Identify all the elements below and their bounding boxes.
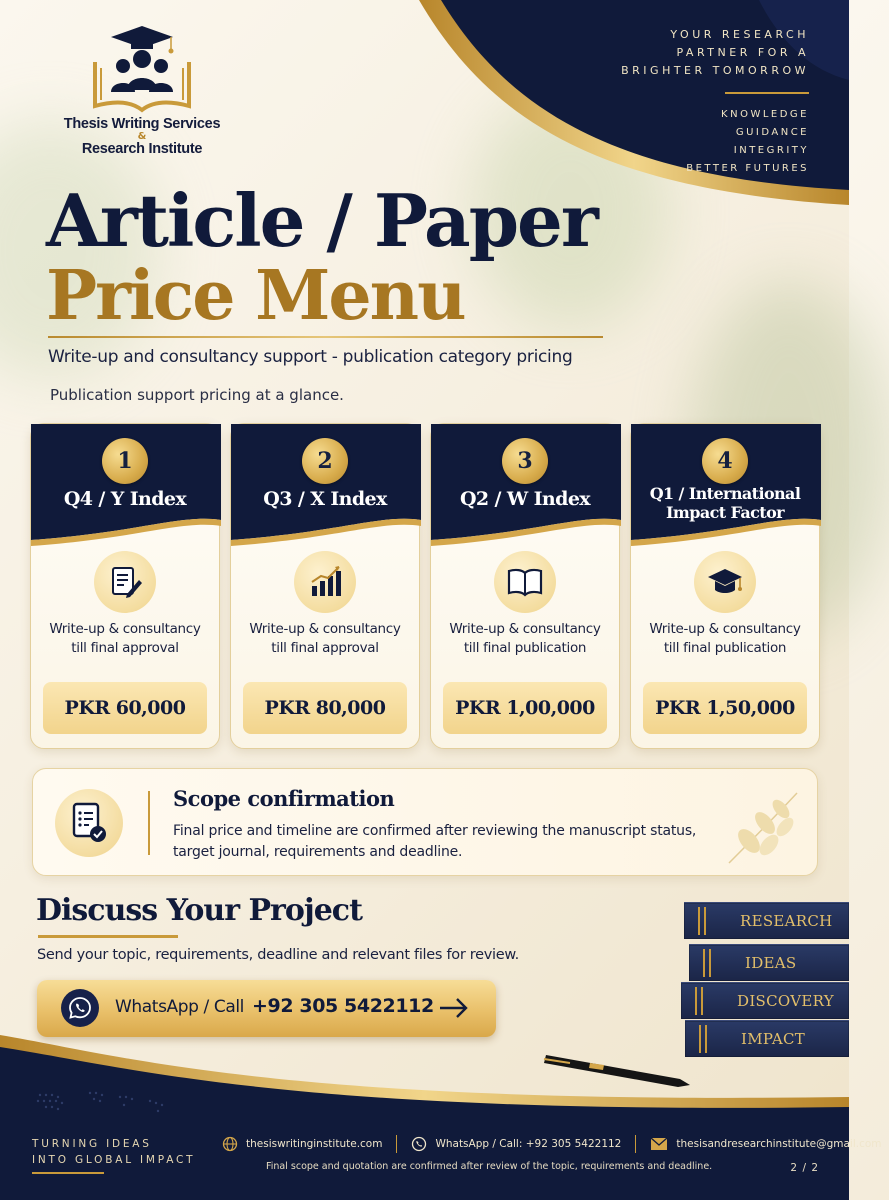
card-description: [239, 620, 411, 658]
book-spine: [689, 944, 849, 981]
card-number-badge: 4: [702, 438, 748, 484]
card-header: [231, 424, 419, 546]
document-pen-icon: [94, 551, 156, 613]
card-title: [631, 484, 819, 522]
book-spine: [681, 982, 849, 1019]
globe-icon: [222, 1136, 238, 1152]
title-divider: [48, 336, 603, 338]
book-title: IDEAS: [745, 954, 797, 972]
footer-tagline: [32, 1136, 195, 1168]
value-word: KNOWLEDGE: [721, 109, 809, 120]
logo-ampersand: &: [137, 131, 147, 142]
graduation-cap-icon: [694, 551, 756, 613]
open-book-icon: [494, 551, 556, 613]
card-title: Q3 / X Index: [263, 488, 387, 510]
page-number: 2 / 2: [790, 1162, 819, 1174]
whatsapp-icon: [61, 989, 99, 1027]
card-number-badge: 2: [302, 438, 348, 484]
card-number-badge: 3: [502, 438, 548, 484]
arrow-right-icon: [438, 995, 470, 1021]
card-header: [431, 424, 619, 546]
whatsapp-button-number: +92 305 5422112: [252, 995, 434, 1017]
card-description-line: till final approval: [271, 640, 379, 656]
card-title-line: Impact Factor: [666, 503, 784, 522]
card-description: [639, 620, 811, 658]
scope-divider: [148, 791, 150, 855]
whatsapp-call-button[interactable]: [37, 980, 496, 1037]
pricing-card-q1: [630, 423, 820, 749]
tagline-line: BRIGHTER TOMORROW: [621, 64, 809, 77]
footer-separator: [635, 1135, 636, 1153]
footer-note: Final scope and quotation are confirmed after review of the topic, requirements and deadline.: [266, 1161, 713, 1172]
graduation-cap-book-people-icon: [87, 22, 197, 114]
pricing-cards: [30, 423, 822, 749]
value-word: INTEGRITY: [733, 145, 809, 156]
card-description-line: till final publication: [463, 640, 587, 656]
footer-email-link[interactable]: [650, 1137, 881, 1151]
brand-tagline-block: [621, 26, 809, 178]
footer-contacts: [222, 1134, 882, 1154]
book-title: DISCOVERY: [737, 992, 834, 1010]
tagline-divider: [725, 92, 809, 94]
leaf-decoration-icon: [719, 783, 809, 867]
card-description-line: Write-up & consultancy: [449, 621, 601, 637]
logo-name-line1: Thesis Writing Services: [63, 116, 221, 132]
card-header: [631, 424, 819, 546]
card-price: PKR 60,000: [43, 682, 207, 734]
book-spine: [684, 902, 849, 939]
book-title: RESEARCH: [740, 912, 833, 930]
footer-email: thesisandresearchinstitute@gmail.com: [676, 1138, 882, 1150]
card-description-line: Write-up & consultancy: [649, 621, 801, 637]
pricing-card-q2: [430, 423, 620, 749]
card-description-line: Write-up & consultancy: [249, 621, 401, 637]
footer-whatsapp: WhatsApp / Call: +92 305 5422112: [435, 1138, 622, 1150]
value-word: GUIDANCE: [735, 127, 809, 138]
whatsapp-button-label: WhatsApp / Call: [115, 997, 245, 1017]
footer-tagline-line: INTO GLOBAL IMPACT: [32, 1154, 196, 1166]
discuss-text: Send your topic, requirements, deadline and relevant files for review.: [37, 947, 519, 963]
book-title: IMPACT: [741, 1030, 806, 1048]
logo-name-line2: Research Institute: [81, 141, 203, 157]
bar-chart-icon: [294, 551, 356, 613]
card-price: PKR 1,50,000: [643, 682, 807, 734]
card-description: [439, 620, 611, 658]
page-title-line2: Price Menu: [46, 256, 465, 336]
value-word: BETTER FUTURES: [686, 163, 809, 174]
footer-tagline-divider: [32, 1172, 104, 1174]
whatsapp-icon: [411, 1136, 427, 1152]
pricing-card-q4: [30, 423, 220, 749]
pricing-card-q3: [230, 423, 420, 749]
tagline-line: PARTNER FOR A: [676, 46, 809, 59]
footer-separator: [396, 1135, 397, 1153]
footer-website: thesiswritinginstitute.com: [246, 1138, 383, 1150]
card-price: PKR 1,00,000: [443, 682, 607, 734]
footer-website-link[interactable]: [222, 1136, 382, 1152]
discuss-title: Discuss Your Project: [36, 893, 362, 928]
page-title-line1: Article / Paper: [46, 178, 597, 263]
card-number-badge: 1: [102, 438, 148, 484]
card-description-line: till final publication: [663, 640, 787, 656]
scope-title: Scope confirmation: [173, 786, 395, 811]
card-price: PKR 80,000: [243, 682, 407, 734]
intro-text: Publication support pricing at a glance.: [50, 386, 344, 404]
card-description: [39, 620, 211, 658]
card-header: [31, 424, 219, 546]
footer-tagline-line: TURNING IDEAS: [32, 1138, 152, 1150]
checklist-document-icon: [55, 789, 123, 857]
tagline-line: YOUR RESEARCH: [670, 28, 809, 41]
scope-text: Final price and timeline are confirmed after reviewing the manuscript status, target journal, requirements and deadline.: [173, 823, 697, 860]
page-subtitle: Write-up and consultancy support - publication category pricing: [48, 347, 573, 367]
mail-icon: [650, 1137, 668, 1151]
discuss-divider: [38, 935, 178, 938]
card-title: Q2 / W Index: [459, 488, 591, 510]
card-title: Q4 / Y Index: [63, 488, 187, 510]
card-description-line: Write-up & consultancy: [49, 621, 201, 637]
footer: [0, 1035, 849, 1200]
scope-confirmation-panel: [32, 768, 818, 876]
brand-logo: [52, 22, 232, 157]
footer-wave: [0, 1035, 849, 1200]
footer-whatsapp-link[interactable]: [411, 1136, 621, 1152]
card-description-line: till final approval: [71, 640, 179, 656]
card-title-line: Q1 / International: [649, 484, 801, 503]
